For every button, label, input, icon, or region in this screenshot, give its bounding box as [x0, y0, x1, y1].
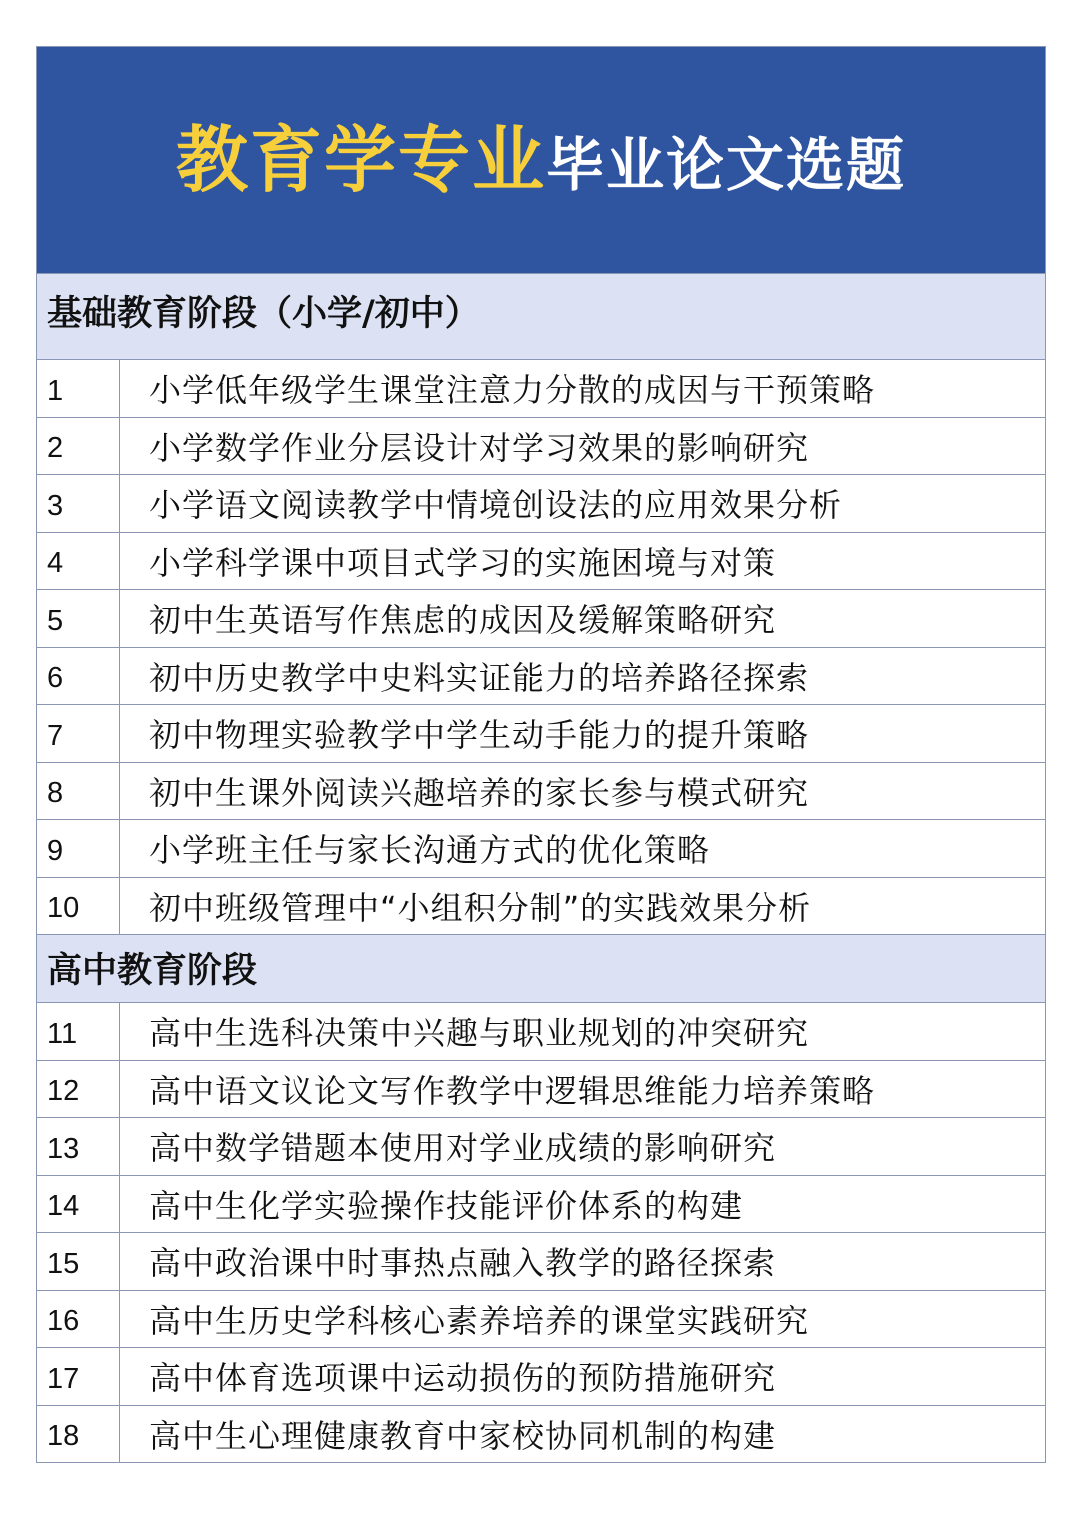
row-topic: 高中生历史学科核心素养培养的课堂实践研究 [149, 1301, 810, 1340]
table-row [37, 1061, 1045, 1119]
table-row [37, 1233, 1045, 1291]
row-topic: 高中生化学实验操作技能评价体系的构建 [149, 1186, 744, 1225]
row-number: 15 [37, 1233, 120, 1290]
section-heading-basic: 基础教育阶段（小学/初中） [37, 274, 1045, 360]
row-topic: 初中历史教学中史料实证能力的培养路径探索 [149, 658, 810, 697]
row-topic: 高中政治课中时事热点融入教学的路径探索 [149, 1244, 777, 1283]
row-topic: 高中生心理健康教育中家校协同机制的构建 [149, 1416, 777, 1455]
row-number: 13 [37, 1118, 120, 1175]
row-number: 10 [37, 878, 120, 935]
table-row [37, 1118, 1045, 1176]
table-row [37, 763, 1045, 821]
table-row [37, 820, 1045, 878]
row-topic: 小学数学作业分层设计对学习效果的影响研究 [149, 428, 810, 467]
row-topic: 小学低年级学生课堂注意力分散的成因与干预策略 [149, 371, 876, 410]
section-rows-basic [37, 360, 1045, 935]
row-topic: 高中语文议论文写作教学中逻辑思维能力培养策略 [149, 1071, 876, 1110]
row-number: 11 [37, 1003, 120, 1060]
table-row [37, 1348, 1045, 1406]
row-number: 3 [37, 475, 120, 532]
table-row [37, 533, 1045, 591]
table-row [37, 418, 1045, 476]
row-number: 1 [37, 360, 120, 417]
row-number: 14 [37, 1176, 120, 1233]
section-heading-highschool: 高中教育阶段 [37, 935, 1045, 1003]
table-row [37, 590, 1045, 648]
row-number: 12 [37, 1061, 120, 1118]
table-row [37, 1003, 1045, 1061]
row-topic: 初中物理实验教学中学生动手能力的提升策略 [149, 716, 810, 755]
row-topic: 高中数学错题本使用对学业成绩的影响研究 [149, 1129, 777, 1168]
row-number: 2 [37, 418, 120, 475]
row-topic: 初中生课外阅读兴趣培养的家长参与模式研究 [149, 773, 810, 812]
table-row [37, 648, 1045, 706]
row-topic: 小学班主任与家长沟通方式的优化策略 [149, 831, 711, 870]
row-number: 5 [37, 590, 120, 647]
row-number: 17 [37, 1348, 120, 1405]
row-topic: 初中班级管理中“小组积分制”的实践效果分析 [149, 888, 812, 927]
row-number: 16 [37, 1291, 120, 1348]
table-row [37, 878, 1045, 936]
row-number: 6 [37, 648, 120, 705]
row-topic: 初中生英语写作焦虑的成因及缓解策略研究 [149, 601, 777, 640]
table-row [37, 1291, 1045, 1349]
row-topic: 高中体育选项课中运动损伤的预防措施研究 [149, 1359, 777, 1398]
row-topic: 小学语文阅读教学中情境创设法的应用效果分析 [149, 486, 843, 525]
section-rows-highschool [37, 1003, 1045, 1463]
row-number: 4 [37, 533, 120, 590]
row-topic: 小学科学课中项目式学习的实施困境与对策 [149, 543, 777, 582]
title-band [37, 46, 1045, 274]
row-number: 18 [37, 1406, 120, 1463]
title-sub: 毕业论文选题 [546, 131, 907, 199]
table-row [37, 705, 1045, 763]
row-topic: 高中生选科决策中兴趣与职业规划的冲突研究 [149, 1014, 810, 1053]
row-number: 7 [37, 705, 120, 762]
row-number: 8 [37, 763, 120, 820]
table-row [37, 475, 1045, 533]
title-main: 教育学专业 [175, 118, 546, 202]
table-row [37, 1406, 1045, 1464]
table-row [37, 1176, 1045, 1234]
topics-table [36, 46, 1046, 1463]
table-row [37, 360, 1045, 418]
row-number: 9 [37, 820, 120, 877]
